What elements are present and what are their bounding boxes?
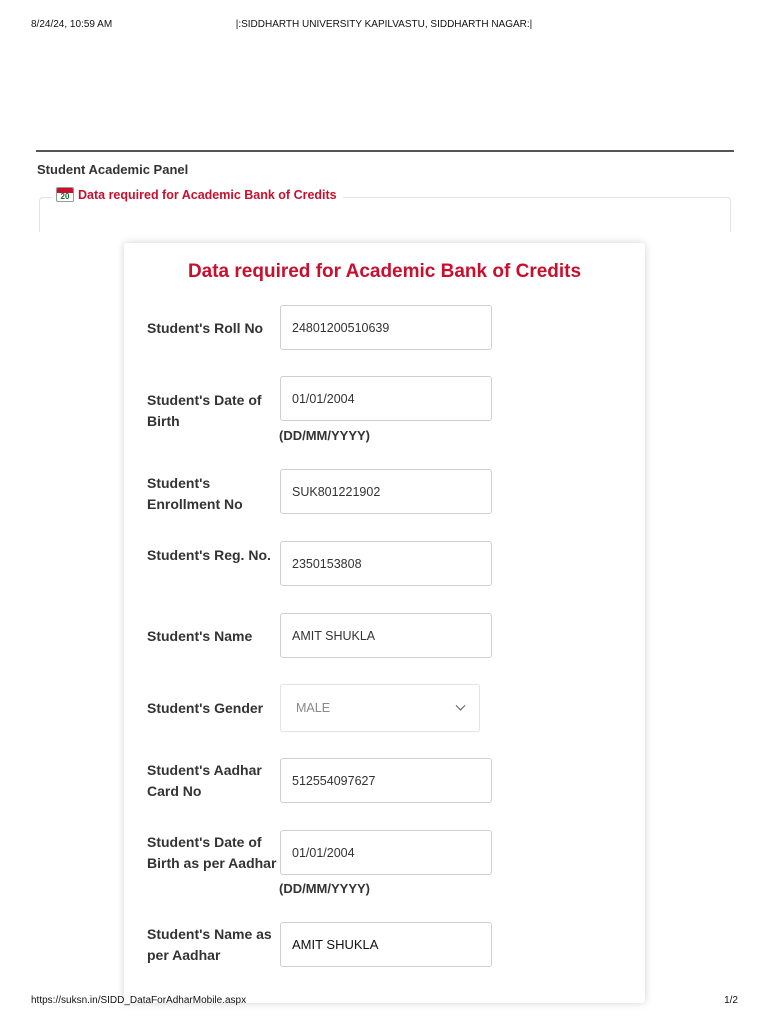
print-title: |:SIDDHARTH UNIVERSITY KAPILVASTU, SIDDHARTH NAGAR:| [235,19,533,30]
dob-format-hint: (DD/MM/YYYY) [279,428,370,443]
enrollment-no-label: Student's Enrollment No [147,475,243,512]
name-label: Student's Name [147,628,253,644]
abc-form-card [124,243,645,1003]
roll-no-input[interactable] [280,305,492,350]
reg-no-label: Student's Reg. No. [147,547,271,563]
fieldset-legend [52,187,343,202]
dob-aadhar-input[interactable] [280,830,492,875]
dob-aadhar-label: Student's Date of Birth as per Aadhar [147,834,277,871]
gender-selected-value: MALE [296,701,331,715]
enrollment-no-input[interactable] [280,469,492,514]
dob-input[interactable] [280,376,492,421]
panel-title: Student Academic Panel [37,162,189,177]
top-divider [36,150,734,152]
print-page-number: 1/2 [724,995,738,1006]
legend-label: Data required for Academic Bank of Credits [78,187,337,202]
print-date: 8/24/24, 10:59 AM [31,19,113,30]
name-aadhar-input[interactable] [280,922,492,967]
form-title: Data required for Academic Bank of Credits [187,261,582,282]
dob-aadhar-format-hint: (DD/MM/YYYY) [279,881,370,896]
gender-label: Student's Gender [147,700,264,716]
name-aadhar-label: Student's Name as per Aadhar [147,926,272,963]
aadhar-no-input[interactable] [280,758,492,803]
dob-label: Student's Date of Birth [147,392,262,429]
chevron-down-icon [456,700,466,710]
print-url: https://suksn.in/SIDD_DataForAdharMobile.aspx [31,995,247,1006]
abc-fieldset [39,197,731,232]
aadhar-no-label: Student's Aadhar Card No [147,762,262,799]
roll-no-label: Student's Roll No [147,320,264,336]
gender-select[interactable] [280,684,480,732]
reg-no-input[interactable] [280,541,492,586]
calendar-icon: 20 [56,187,74,202]
name-input[interactable] [280,613,492,658]
